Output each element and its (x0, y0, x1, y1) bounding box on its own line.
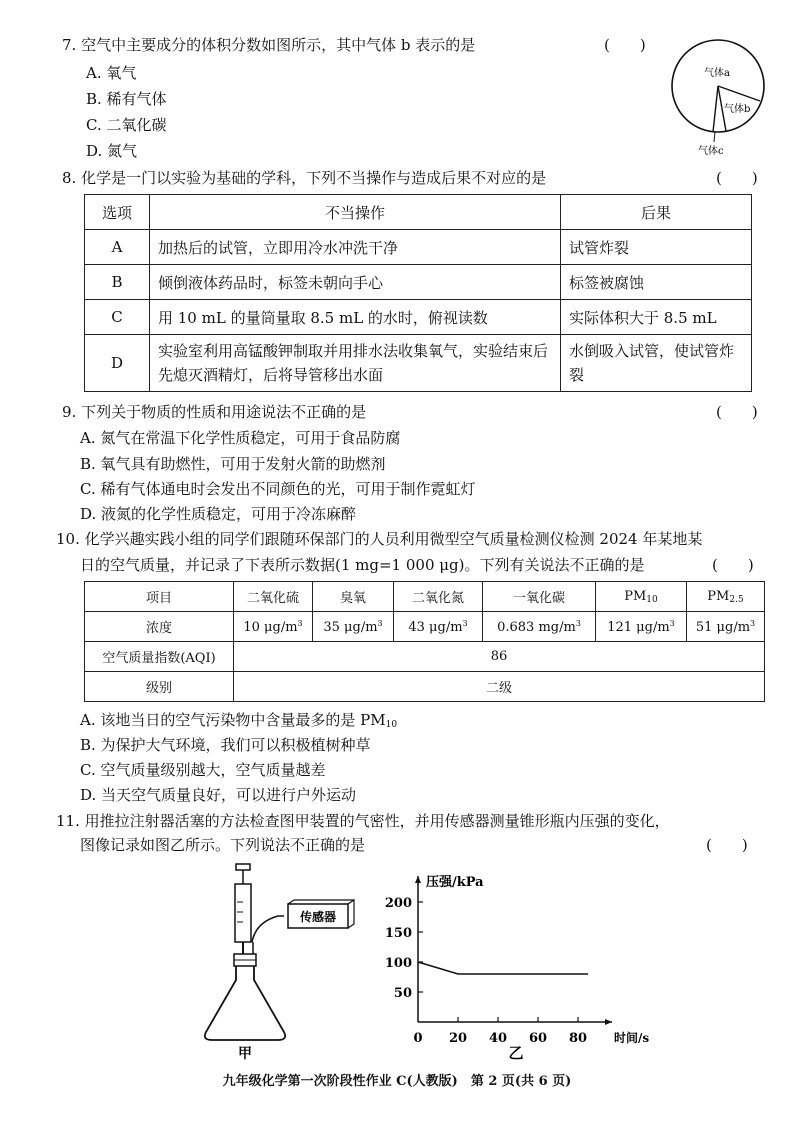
q10-table (84, 581, 765, 702)
conc-no2 (394, 612, 483, 642)
pie-label-b: 气体b (724, 104, 751, 115)
q7-option-d: D. 氮气 (86, 142, 138, 160)
row-result: 试管炸裂 (561, 230, 752, 265)
pie-label-c: 气体c (698, 146, 724, 157)
q10-stem-line1: 10. 化学兴趣实践小组的同学们跟随环保部门的人员利用微型空气质量检测仪检测 2024 年某地某 (56, 530, 703, 548)
item-so2: 二氧化硫 (234, 582, 313, 612)
conc-text: 43 μg/m (408, 619, 463, 635)
cube-superscript: 3 (750, 618, 756, 628)
q10-option-c: C. 空气质量级别越大，空气质量越差 (80, 761, 326, 779)
q10-option-d: D. 当天空气质量良好，可以进行户外运动 (80, 786, 357, 804)
y-tick-label: 200 (384, 896, 412, 911)
q11-stem-line2: 图像记录如图乙所示。下列说法不正确的是 (80, 836, 366, 854)
row-operation: 倾倒液体药品时，标签未朝向手心 (150, 265, 561, 300)
q10-stem-line2: 日的空气质量，并记录了下表所示数据(1 mg=1 000 μg)。下列有关说法不正确的是 (80, 556, 645, 574)
table-row (85, 612, 765, 642)
item-pm25 (687, 582, 765, 612)
row-option: B (85, 265, 150, 300)
conc-pm25 (687, 612, 765, 642)
q9-stem: 9. 下列关于物质的性质和用途说法不正确的是 (62, 403, 367, 421)
q7-pie-chart (668, 36, 768, 158)
pm25-text: PM (707, 588, 730, 604)
y-tick-label: 150 (384, 926, 412, 941)
conc-text: 10 μg/m (243, 619, 298, 635)
row-label-conc: 浓度 (85, 612, 234, 642)
q9-option-a: A. 氮气在常温下化学性质稳定，可用于食品防腐 (80, 429, 401, 447)
sensor-tube (252, 916, 284, 942)
y-axis-arrow (415, 876, 421, 883)
q7-option-c: C. 二氧化碳 (86, 116, 167, 134)
conc-o3 (313, 612, 394, 642)
q7-option-b: B. 稀有气体 (86, 90, 167, 108)
page-footer: 九年级化学第一次阶段性作业 C(人教版) 第 2 页(共 6 页) (222, 1074, 572, 1089)
y-axis-label: 压强/kPa (426, 875, 484, 890)
y-tick-label: 100 (384, 956, 412, 971)
pm10-text: PM (624, 588, 647, 604)
row-option: C (85, 300, 150, 335)
conc-co (483, 612, 596, 642)
conc-so2 (234, 612, 313, 642)
x-tick-label: 80 (568, 1031, 588, 1046)
row-result: 标签被腐蚀 (561, 265, 752, 300)
row-operation: 实验室利用高锰酸钾制取并用排水法收集氧气，实验结束后先熄灭酒精灯，后将导管移出水面 (150, 335, 561, 392)
x-axis-label: 时间/s (614, 1031, 650, 1045)
q8-stem: 8. 化学是一门以实验为基础的学科，下列不当操作与造成后果不对应的是 (62, 169, 547, 187)
table-row (85, 672, 765, 702)
q9-option-c: C. 稀有气体通电时会发出不同颜色的光，可用于制作霓虹灯 (80, 480, 476, 498)
figure-label-yi: 乙 (508, 1044, 524, 1062)
q7-stem: 7. 空气中主要成分的体积分数如图所示，其中气体 b 表示的是 (62, 36, 476, 54)
row-result: 水倒吸入试管，使试管炸裂 (561, 335, 752, 392)
pm25-subscript: 2.5 (729, 594, 744, 605)
table-row (85, 230, 752, 265)
pressure-chart (366, 872, 666, 1064)
sensor-label: 传感器 (299, 910, 337, 924)
conical-flask (205, 966, 285, 1040)
x-axis-arrow (605, 1019, 612, 1025)
q11-answer-paren: ( ) (706, 836, 748, 854)
x-tick-label: 60 (528, 1031, 548, 1046)
q10-answer-paren: ( ) (712, 556, 754, 574)
cube-superscript: 3 (462, 618, 468, 628)
cube-superscript: 3 (575, 618, 581, 628)
conc-text: 121 μg/m (607, 619, 670, 635)
row-option: D (85, 335, 150, 392)
table-row (85, 265, 752, 300)
aqi-value: 86 (234, 642, 765, 672)
q10-option-a (80, 709, 397, 736)
syringe-barrel (235, 884, 251, 942)
x-tick-label: 0 (413, 1031, 423, 1046)
q10-option-b: B. 为保护大气环境，我们可以积极植树种草 (80, 736, 371, 754)
level-value: 二级 (234, 672, 765, 702)
pie-label-a: 气体a (704, 68, 730, 79)
cube-superscript: 3 (669, 618, 675, 628)
table-row (85, 300, 752, 335)
row-label-level: 级别 (85, 672, 234, 702)
row-option: A (85, 230, 150, 265)
header-result: 后果 (561, 195, 752, 230)
q9-answer-paren: ( ) (716, 403, 758, 421)
x-tick-label: 40 (488, 1031, 508, 1046)
row-operation: 加热后的试管，立即用冷水冲洗干净 (150, 230, 561, 265)
pressure-series-line (418, 962, 588, 974)
table-row (85, 335, 752, 392)
cube-superscript: 3 (377, 618, 383, 628)
pie-divider-3 (718, 86, 760, 101)
row-label-item: 项目 (85, 582, 234, 612)
q9-option-d: D. 液氮的化学性质稳定，可用于冷冻麻醉 (80, 505, 357, 523)
x-tick-label: 20 (448, 1031, 468, 1046)
q10-option-a-text: A. 该地当日的空气污染物中含量最多的是 PM (80, 711, 386, 729)
pie-leader-c (714, 132, 715, 142)
q7-answer-paren: ( ) (604, 36, 646, 54)
conc-text: 35 μg/m (323, 619, 378, 635)
table-row (85, 642, 765, 672)
table-row (85, 582, 765, 612)
item-no2: 二氧化氮 (394, 582, 483, 612)
conc-pm10 (596, 612, 687, 642)
header-option: 选项 (85, 195, 150, 230)
conc-text: 51 μg/m (695, 619, 751, 635)
row-operation: 用 10 mL 的量筒量取 8.5 mL 的水时，俯视读数 (150, 300, 561, 335)
plunger-handle (236, 864, 250, 870)
table-header-row (85, 195, 752, 230)
cube-superscript: 3 (297, 618, 303, 628)
item-co: 一氧化碳 (483, 582, 596, 612)
q8-answer-paren: ( ) (716, 169, 758, 187)
row-result: 实际体积大于 8.5 mL (561, 300, 752, 335)
header-operation: 不当操作 (150, 195, 561, 230)
y-tick-label: 50 (393, 986, 412, 1001)
q8-table (84, 194, 752, 392)
item-pm10 (596, 582, 687, 612)
q11-stem-line1: 11. 用推拉注射器活塞的方法检查图甲装置的气密性，并用传感器测量锥形瓶内压强的变化， (56, 812, 670, 830)
item-o3: 臭氧 (313, 582, 394, 612)
q7-option-a: A. 氧气 (86, 64, 137, 82)
q9-option-b: B. 氧气具有助燃性，可用于发射火箭的助燃剂 (80, 455, 386, 473)
figure-label-jia: 甲 (238, 1046, 252, 1062)
row-label-aqi: 空气质量指数(AQI) (85, 642, 234, 672)
pm10-subscript: 10 (646, 594, 658, 605)
apparatus-figure (196, 862, 376, 1062)
conc-text: 0.683 mg/m (497, 619, 576, 635)
pie-divider-1 (713, 86, 718, 132)
q10-option-a-subscript: 10 (385, 720, 398, 730)
